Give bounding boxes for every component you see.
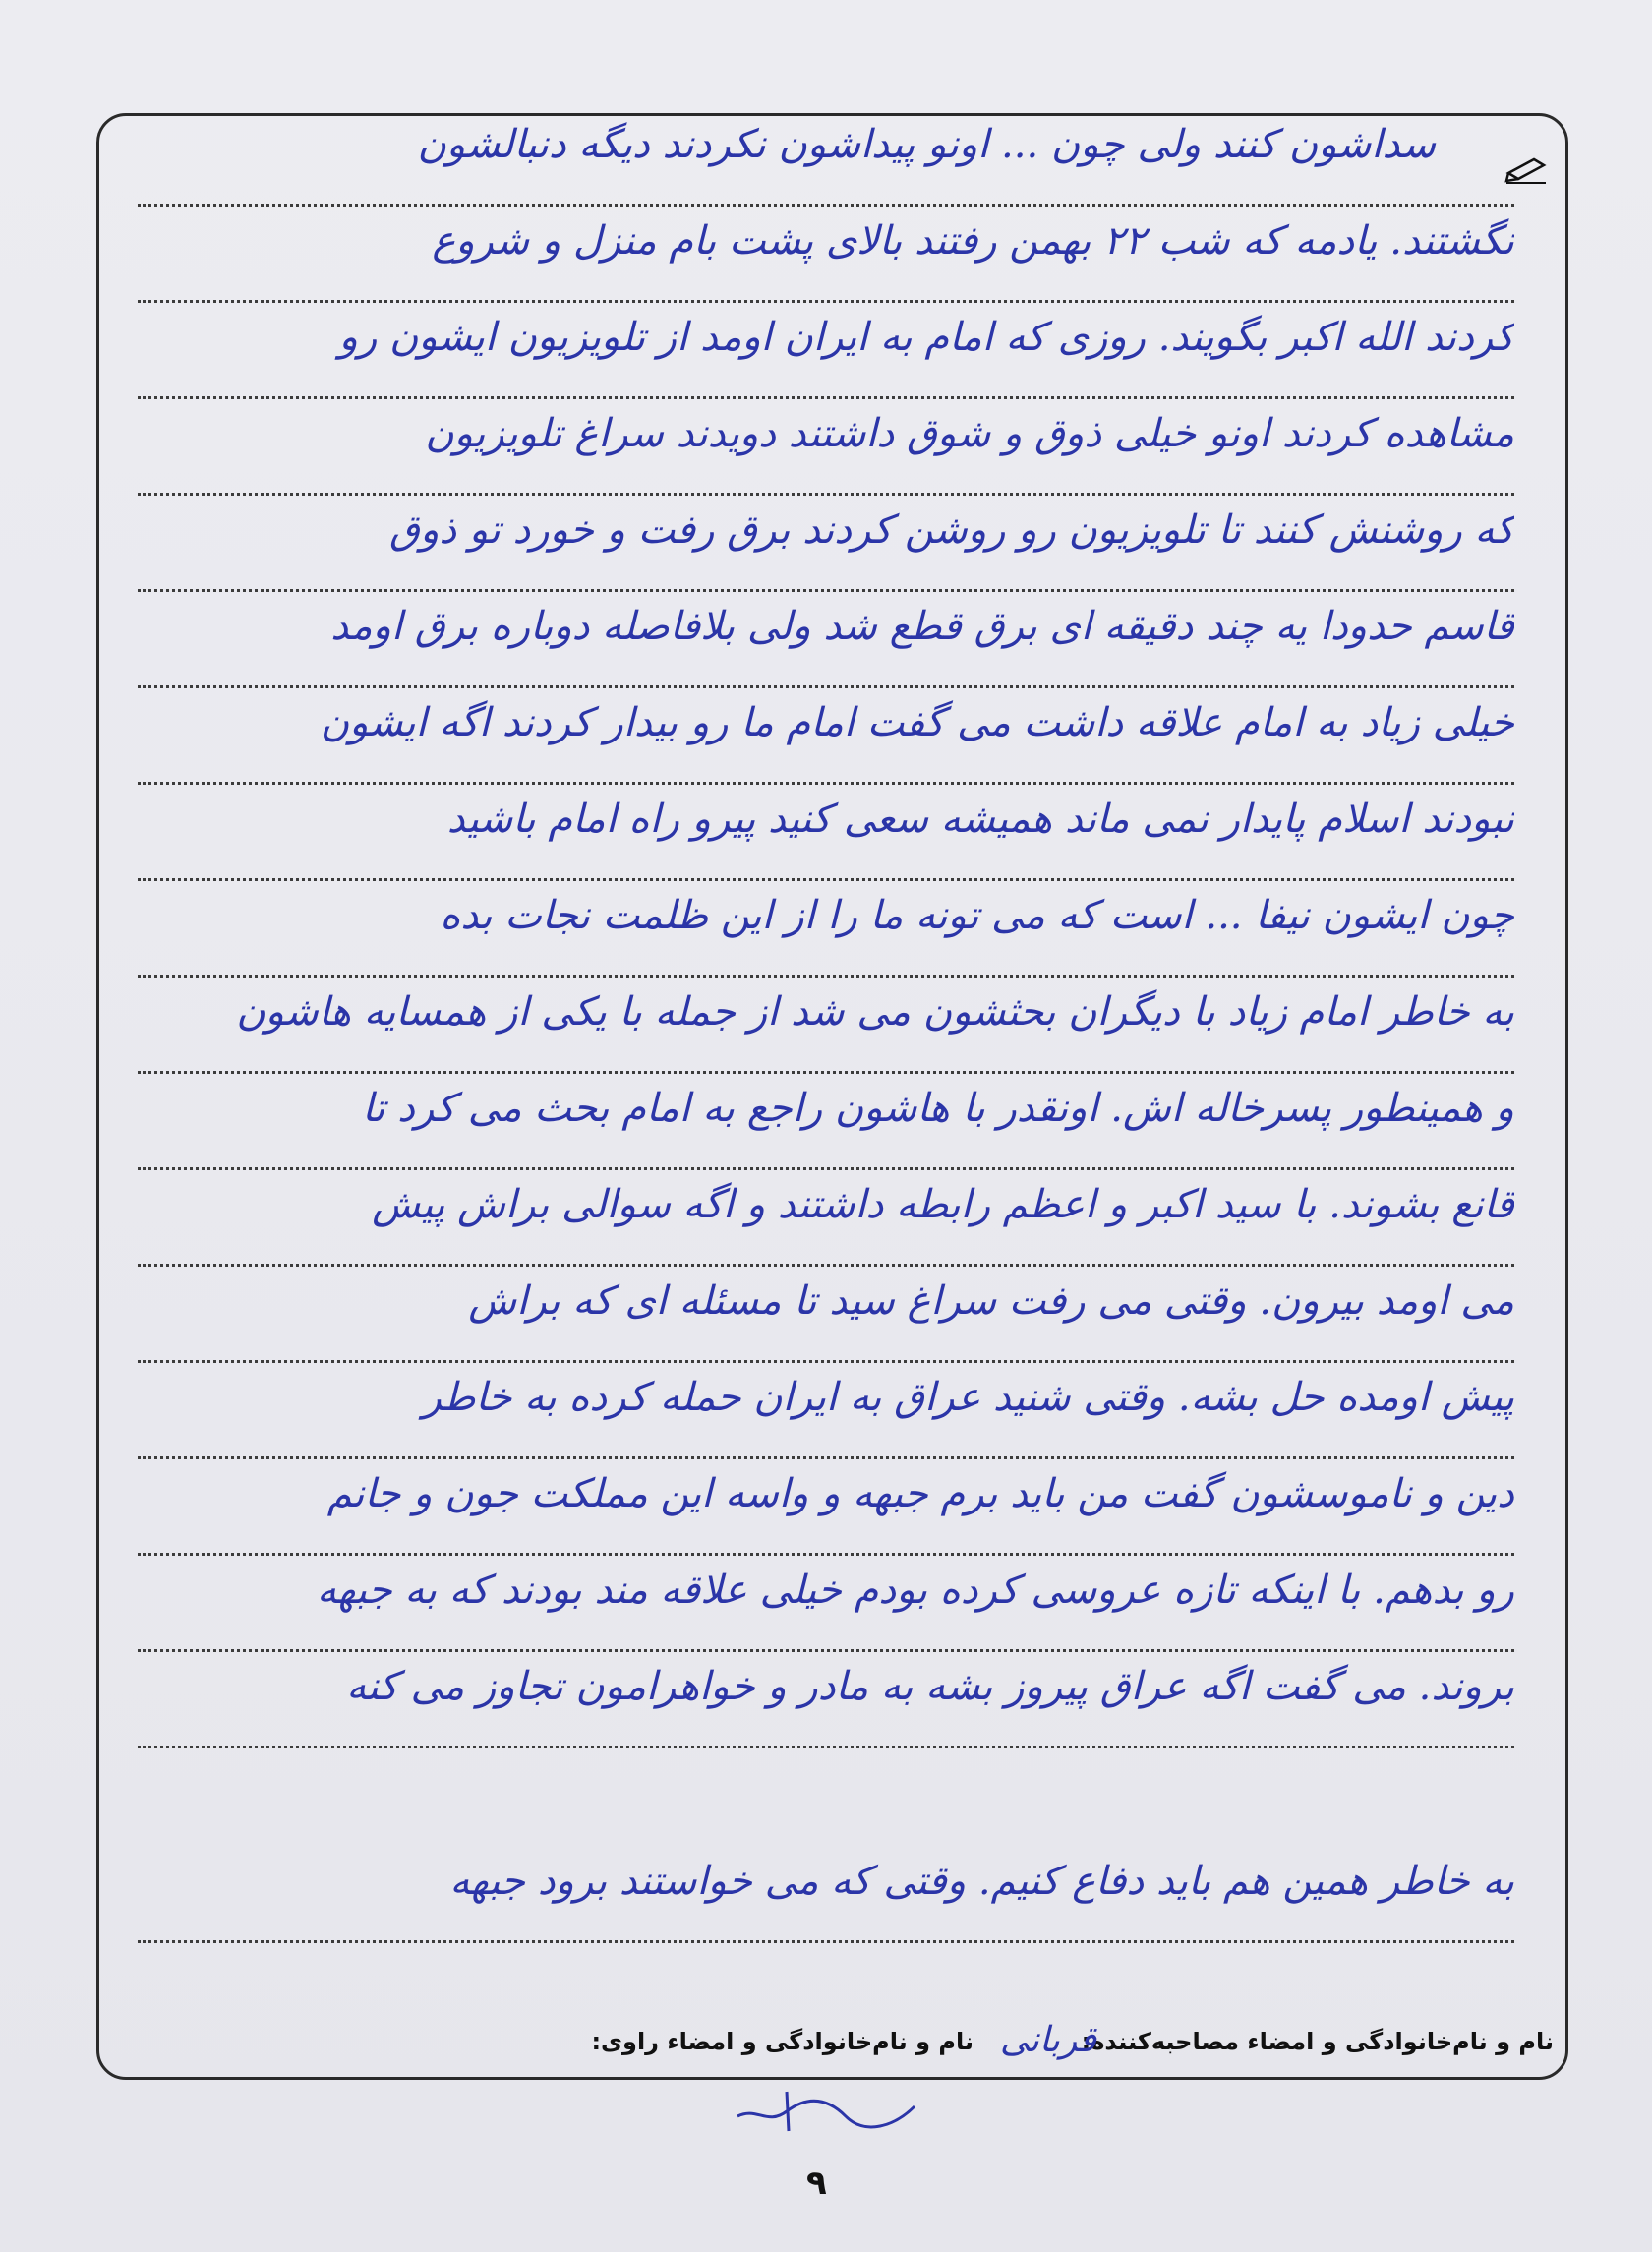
handwritten-line: قانع بشوند. با سید اکبر و اعظم رابطه داشتند و اگه سوالی براش پیش xyxy=(138,1170,1514,1267)
handwritten-line: بروند. می گفت اگه عراق پیروز بشه به مادر و خواهرامون تجاوز می کنه xyxy=(138,1652,1514,1748)
handwritten-line: می اومد بیرون. وقتی می رفت سراغ سید تا مسئله ای که براش xyxy=(138,1267,1514,1363)
handwritten-line: و همینطور پسرخاله اش. اونقدر با هاشون راجع به امام بحث می کرد تا xyxy=(138,1074,1514,1170)
handwritten-line: نگشتند. یادمه که شب ۲۲ بهمن رفتند بالای پشت بام منزل و شروع xyxy=(138,207,1514,303)
handwritten-line: کردند الله اکبر بگویند. روزی که امام به ایران اومد از تلویزیون ایشون رو xyxy=(138,303,1514,399)
narrator-label: نام و نام‌خانوادگی و امضاء راوی: xyxy=(591,2028,974,2055)
handwritten-line: نبودند اسلام پایدار نمی ماند همیشه سعی کنید پیرو راه امام باشید xyxy=(138,785,1514,881)
interviewer-signature-name: قربانی xyxy=(999,2020,1096,2060)
handwritten-line: رو بدهم. با اینکه تازه عروسی کرده بودم خیلی علاقه مند بودند که به جبهه xyxy=(138,1556,1514,1652)
handwritten-line: پیش اومده حل بشه. وقتی شنید عراق به ایران حمله کرده به خاطر xyxy=(138,1363,1514,1459)
handwritten-line: که روشنش کنند تا تلویزیون رو روشن کردند برق رفت و خورد تو ذوق xyxy=(138,496,1514,592)
handwritten-line: سداشون کنند ولی چون ... اونو پیداشون نکردند دیگه دنبالشون xyxy=(138,110,1514,207)
handwritten-line: مشاهده کردند اونو خیلی ذوق و شوق داشتند دویدند سراغ تلویزیون xyxy=(138,399,1514,496)
handwritten-line: به خاطر همین هم باید دفاع کنیم. وقتی که می خواستند برود جبهه xyxy=(138,1847,1514,1943)
handwritten-line: چون ایشون نیفا ... است که می تونه ما را از این ظلمت نجات بده xyxy=(138,881,1514,978)
signature-scribble xyxy=(728,2087,924,2146)
handwritten-line: به خاطر امام زیاد با دیگران بحثشون می شد از جمله با یکی از همسایه هاشون xyxy=(138,978,1514,1074)
page-number: ۹ xyxy=(806,2163,827,2203)
interviewer-label: نام و نام‌خانوادگی و امضاء مصاحبه‌کننده: xyxy=(1081,2028,1554,2055)
handwritten-line: دین و ناموسشون گفت من باید برم جبهه و واسه این مملکت جون و جانم xyxy=(138,1459,1514,1556)
handwritten-line: خیلی زیاد به امام علاقه داشت می گفت امام ما رو بیدار کردند اگه ایشون xyxy=(138,688,1514,785)
signature-footer xyxy=(138,2020,1554,2065)
handwritten-line: قاسم حدودا یه چند دقیقه ای برق قطع شد ولی بلافاصله دوباره برق اومد xyxy=(138,592,1514,688)
